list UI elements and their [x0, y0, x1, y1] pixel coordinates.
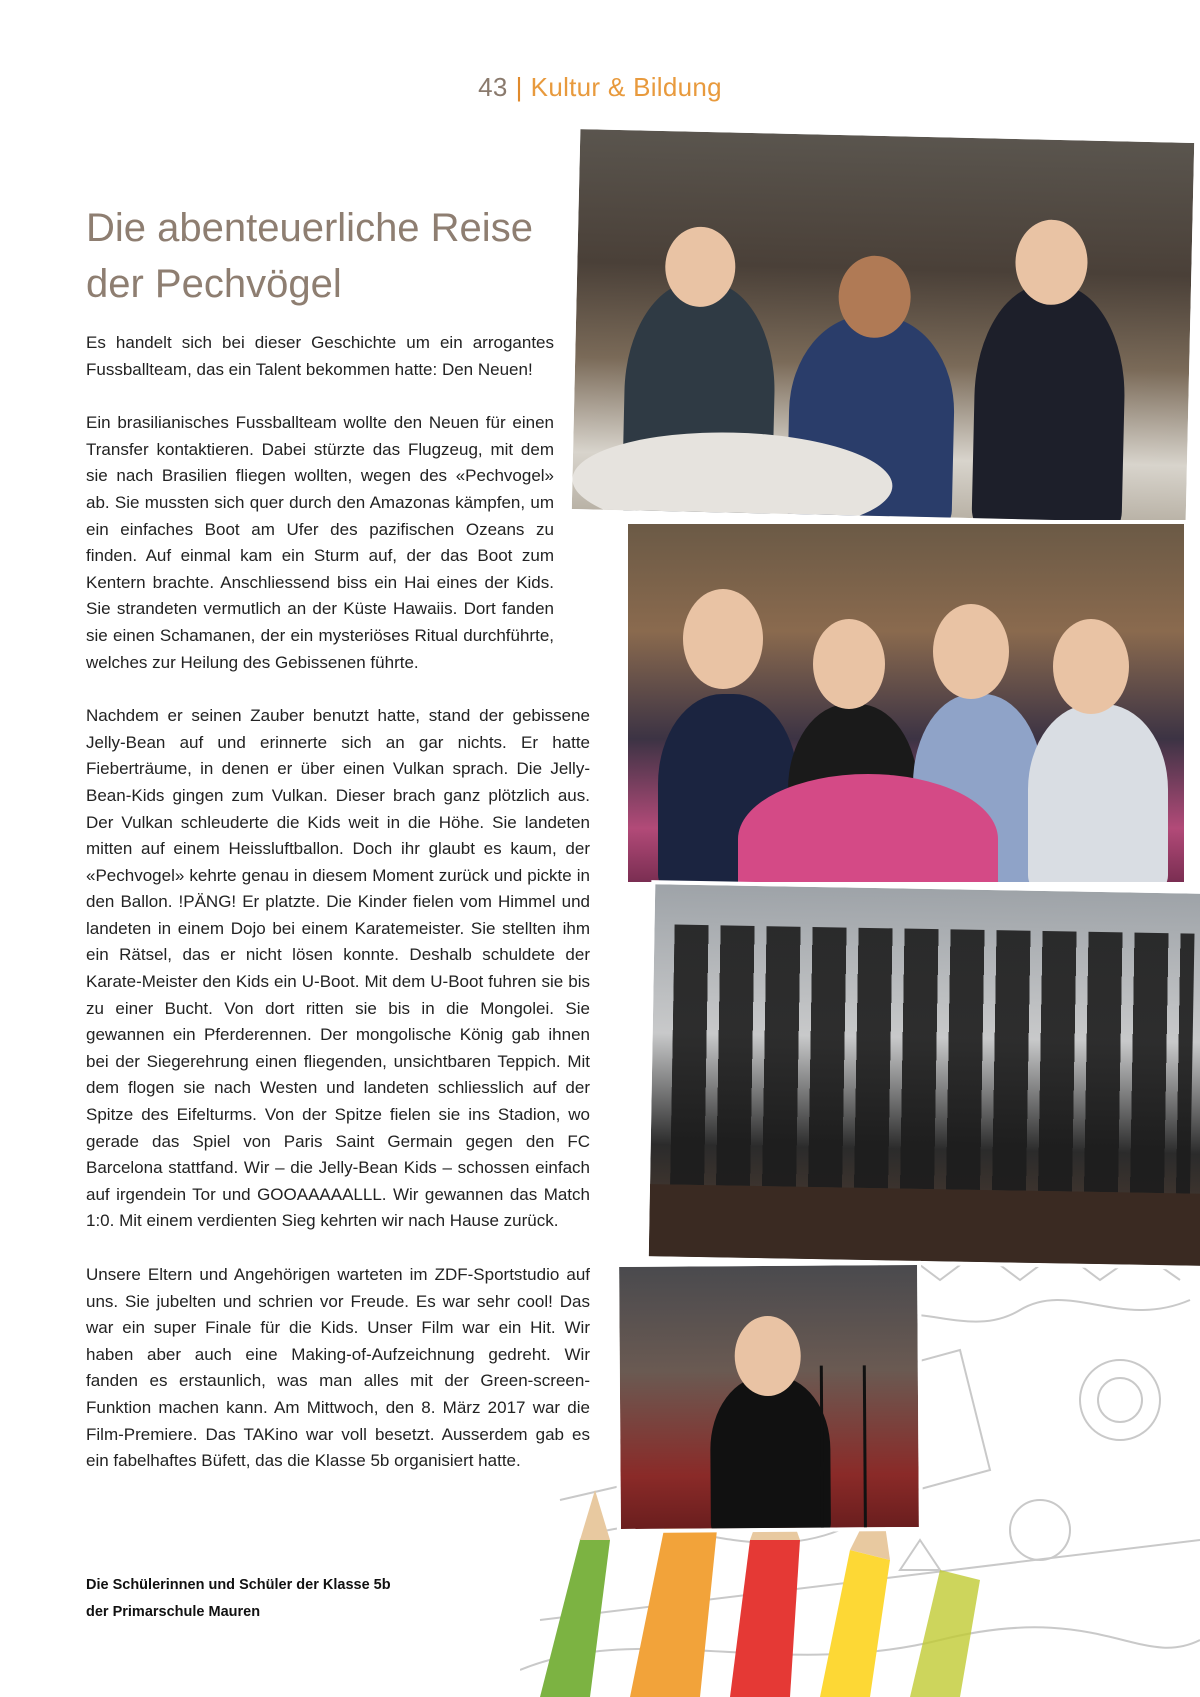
page-number: 43: [478, 72, 508, 102]
article-title: [86, 200, 556, 312]
photo-kids-on-stage: [645, 880, 1200, 1270]
photo-four-children: [624, 520, 1188, 886]
photo-figure: [710, 1376, 831, 1533]
article-credit: [86, 1572, 486, 1626]
page-header: [0, 72, 1200, 103]
photo-figure-head: [683, 589, 763, 689]
photo-stage-figures: [670, 925, 1194, 1194]
photo-figure-head: [734, 1316, 801, 1396]
photo-stage-floor: [649, 1184, 1200, 1270]
article-paragraph: Unsere Eltern und Angehörigen warteten im ZDF-Sportstudio auf uns. Sie jubelten und schrien vor Freude. Es war sehr cool! Das war ein super Finale für die Kids. Unser Film war ein Hit. Wir haben aber auch eine Making-of-Aufzeichnung gedreht. Wir fanden es erstaunlich, was man alles mit der Green-screen-Funktion machen kann. Am Mittwoch, den 8. März 2017 war die Film-Premiere. Das TAKino war voll besetzt. Ausserdem gab es ein fabelhaftes Büfett, das die Klasse 5b organisiert hatte.: [86, 1265, 590, 1471]
credit-line-2: der Primarschule Mauren: [86, 1604, 261, 1620]
photo-figure-head: [813, 619, 885, 709]
photo-boy-cinema: [615, 1261, 923, 1533]
article-paragraph: Ein brasilianisches Fussballteam wollte den Neuen für einen Transfer kontaktieren. Dabei stürzte das Flugzeug, mit dem sie nach Brasilien fliegen wollten, wegen des «Pechvogel» ab. Sie mussten sich quer durch den Amazonas kämpfen, um ein einfaches Boot am Ufer des pazifischen Ozeans zu finden. Auf einmal kam ein Sturm auf, der das Boot zum Kentern brachte. Anschliessend biss ein Hai eines der Kids. Sie strandeten vermutlich an der Küste Hawaiis. Dort fanden sie einen Schamanen, der ein mysteriöses Ritual durchführte, welches zur Heilung des Gebissenen führte.: [86, 413, 554, 672]
title-line-2: der Pechvögel: [86, 262, 342, 306]
article-paragraph: Es handelt sich bei dieser Geschichte um ein arrogantes Fussballteam, das ein Talent bekommen hatte: Den Neuen!: [86, 333, 554, 379]
section-title: Kultur & Bildung: [530, 72, 722, 102]
credit-line-1: Die Schülerinnen und Schüler der Klasse 5b: [86, 1577, 391, 1593]
header-separator: |: [515, 72, 523, 102]
photo-figure-head: [933, 604, 1009, 699]
photo-boys-at-table: [568, 125, 1199, 527]
article-body: [86, 330, 590, 1502]
photo-tripod: [820, 1365, 867, 1533]
article-paragraph: Nachdem er seinen Zauber benutzt hatte, stand der gebissene Jelly-Bean auf und erinnerte sich an gar nichts. Er hatte Fieberträume, in denen er über einen Vulkan sprach. Die Jelly-Bean-Kids gingen zum Vulkan. Dieser brach ganz plötzlich aus. Der Vulkan schleuderte die Kids weit in die Höhe. Sie landeten mitten auf einem Heissluftballon. Doch ihr glaubt es kaum, der «Pechvogel» kehrte genau in diesem Moment zurück und pickte in den Ballon. !PÄNG! Er platzte. Die Kinder fielen vom Himmel und landeten in einem Dojo bei einem Karatemeister. Sie stellten ihm ein Rätsel, das er nicht lösen konnte. Deshalb schuldete der Karate-Meister den Kids ein U-Boot. Mit dem U-Boot fuhren sie bis zu einer Bucht. Von dort ritten sie bis in die Mongolei. Sie gewannen ein Pferderennen. Der mongolische König gab ihnen bei der Siegerehrung einen fliegenden, unsichtbaren Teppich. Mit dem flogen sie nach Westen und landeten schliesslich auf der Spitze des Eifelturms. Von der Spitze fielen sie ins Stadion, wo gerade das Spiel von Paris Saint Germain gegen den FC Barcelona stattfand. Wir – die Jelly-Bean Kids – schossen einfach auf irgendein Tor und GOOAAAAALLL. Wir gewannen das Match 1:0. Mit einem verdienten Sieg kehrten wir nach Hause zurück.: [86, 706, 590, 1231]
photo-figure-head: [1053, 619, 1129, 714]
title-line-1: Die abenteuerliche Reise: [86, 206, 533, 250]
photo-figure: [1028, 704, 1168, 886]
photo-figure: [971, 283, 1127, 527]
